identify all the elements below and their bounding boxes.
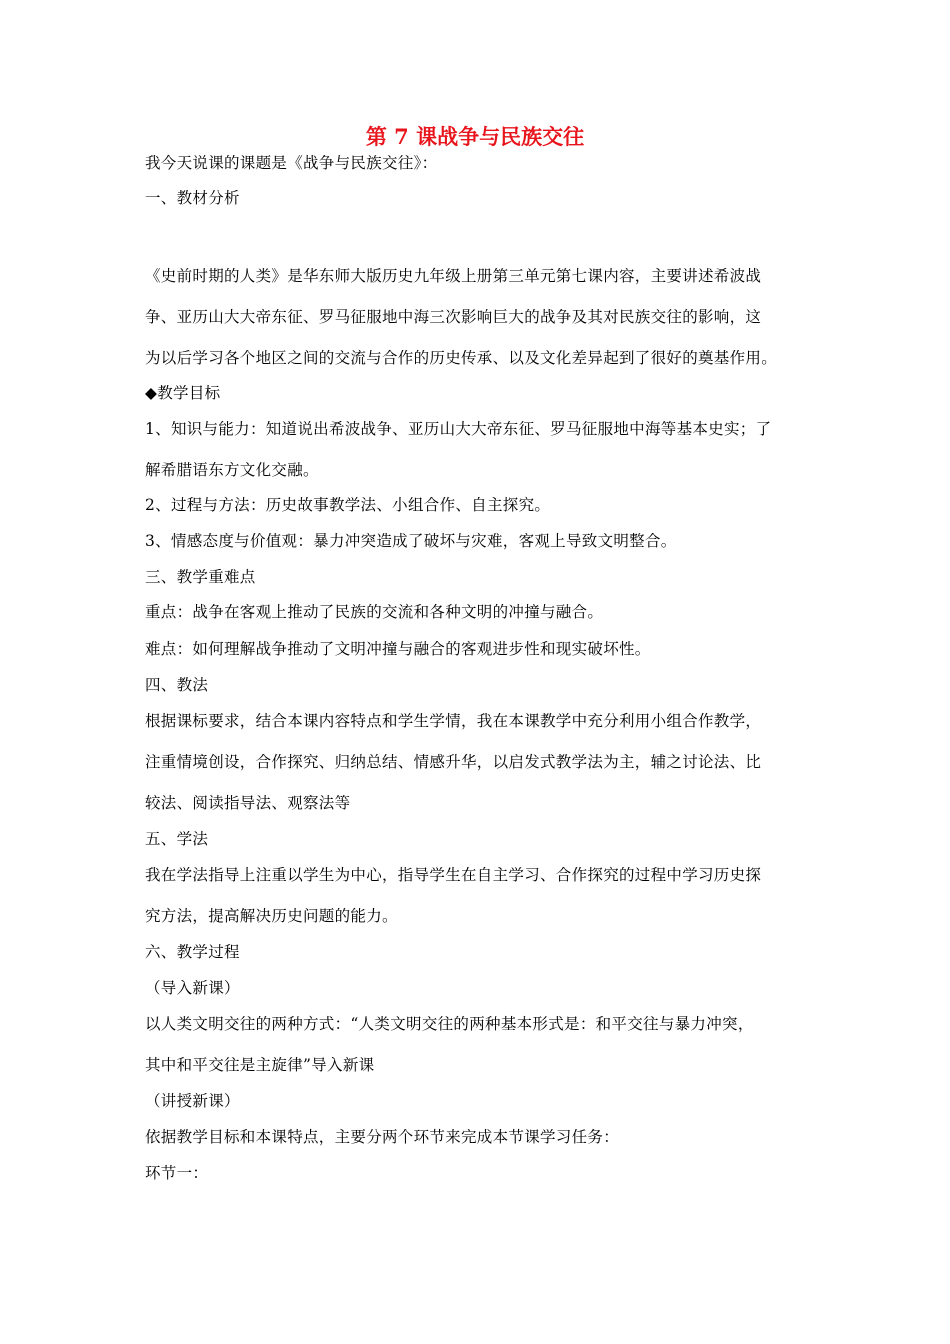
section-heading: ◆教学目标 — [145, 384, 221, 402]
text-line: 以人类文明交往的两种方式：“人类文明交往的两种基本形式是：和平交往与暴力冲突， — [145, 1015, 754, 1033]
text-line: （讲授新课） — [145, 1092, 240, 1110]
section-heading: 六、教学过程 — [145, 943, 240, 961]
text-line: 较法、阅读指导法、观察法等 — [145, 794, 351, 812]
text-line: 3、情感态度与价值观：暴力冲突造成了破坏与灾难，客观上导致文明整合。 — [145, 532, 677, 550]
text-line: 根据课标要求，结合本课内容特点和学生学情，我在本课教学中充分利用小组合作教学， — [145, 712, 762, 730]
text-line: 1、知识与能力：知道说出希波战争、亚历山大大帝东征、罗马征服地中海等基本史实；了 — [145, 420, 772, 438]
text-line: （导入新课） — [145, 979, 240, 997]
text-line: 注重情境创设，合作探究、归纳总结、情感升华，以启发式教学法为主，辅之讨论法、比 — [145, 753, 762, 771]
text-line: 《史前时期的人类》是华东师大版历史九年级上册第三单元第七课内容，主要讲述希波战 — [145, 267, 762, 285]
section-heading: 三、教学重难点 — [145, 568, 256, 586]
text-line: 我今天说课的课题是《战争与民族交往》： — [145, 154, 438, 172]
text-line: 2、过程与方法：历史故事教学法、小组合作、自主探究。 — [145, 496, 551, 514]
text-line: 其中和平交往是主旋律”导入新课 — [145, 1056, 375, 1074]
text-line: 重点：战争在客观上推动了民族的交流和各种文明的冲撞与融合。 — [145, 603, 604, 621]
section-heading: 一、教材分析 — [145, 189, 240, 207]
section-heading: 五、学法 — [145, 830, 209, 848]
text-line: 难点：如何理解战争推动了文明冲撞与融合的客观进步性和现实破坏性。 — [145, 640, 651, 658]
text-line: 解希腊语东方文化交融。 — [145, 461, 319, 479]
text-line: 究方法，提高解决历史问题的能力。 — [145, 907, 398, 925]
text-line: 争、亚历山大大帝东征、罗马征服地中海三次影响巨大的战争及其对民族交往的影响，这 — [145, 308, 762, 326]
section-heading: 四、教法 — [145, 676, 209, 694]
document-title: 第 7 课战争与民族交往 — [365, 124, 585, 149]
text-line: 为以后学习各个地区之间的交流与合作的历史传承、以及文化差异起到了很好的奠基作用。 — [145, 349, 778, 367]
text-line: 我在学法指导上注重以学生为中心，指导学生在自主学习、合作探究的过程中学习历史探 — [145, 866, 762, 884]
text-line: 依据教学目标和本课特点，主要分两个环节来完成本节课学习任务： — [145, 1128, 620, 1146]
text-line: 环节一： — [145, 1164, 209, 1182]
